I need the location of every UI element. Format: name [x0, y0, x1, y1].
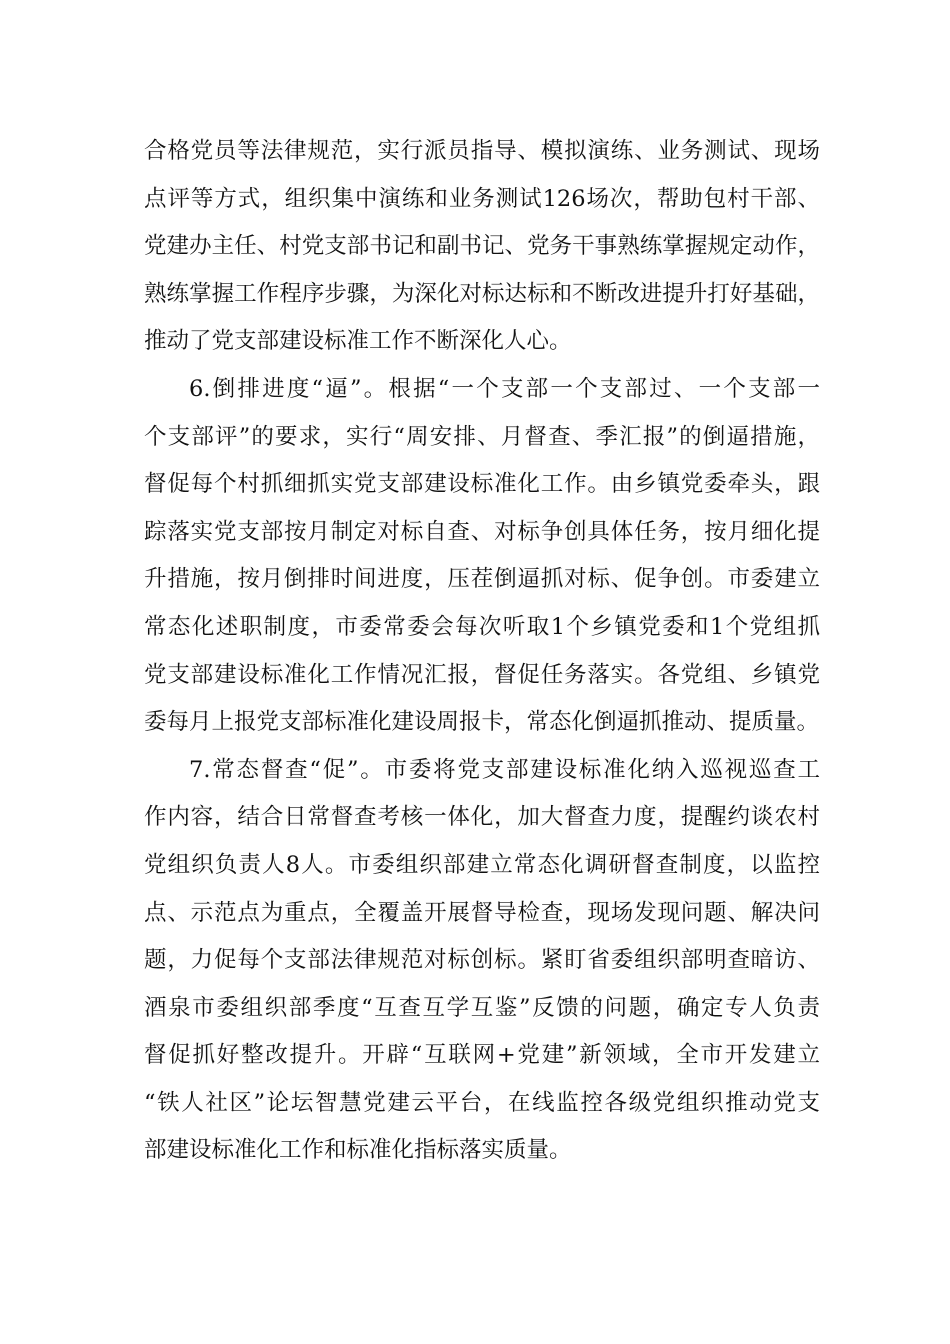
text-line: 推动了党支部建设标准工作不断深化人心。: [144, 328, 572, 355]
text-line: 督促每个村抓细抓实党支部建设标准化工作。由乡镇党委牵头，跟: [144, 471, 820, 498]
text-line: 合格党员等法律规范，实行派员指导、模拟演练、业务测试、现场: [144, 138, 820, 164]
text-line: 熟练掌握工作程序步骤，为深化对标达标和不断改进提升打好基础，: [144, 280, 820, 307]
text-line: 酒泉市委组织部季度“互查互学互鉴”反馈的问题，确定专人负责: [144, 994, 820, 1021]
text-line: 党组织负责人8人。市委组织部建立常态化调研督查制度，以监控: [144, 851, 820, 878]
text-line: “铁人社区”论坛智慧党建云平台，在线监控各级党组织推动党支: [144, 1089, 820, 1116]
text-line: 个支部评”的要求，实行“周安排、月督查、季汇报”的倒逼措施，: [144, 423, 820, 450]
paragraph-1: [144, 128, 820, 366]
text-line: 题，力促每个支部法律规范对标创标。紧盯省委组织部明查暗访、: [144, 947, 820, 974]
text-line: 点评等方式，组织集中演练和业务测试126场次，帮助包村干部、: [144, 185, 820, 212]
text-line: 7.常态督查“促”。市委将党支部建设标准化纳入巡视巡查工: [189, 756, 820, 783]
text-line: 升措施，按月倒排时间进度，压茬倒逼抓对标、促争创。市委建立: [144, 566, 820, 593]
text-line: 踪落实党支部按月制定对标自查、对标争创具体任务，按月细化提: [144, 518, 820, 545]
text-line: 常态化述职制度，市委常委会每次听取1个乡镇党委和1个党组抓: [144, 613, 820, 640]
text-line: 委每月上报党支部标准化建设周报卡，常态化倒逼抓推动、提质量。: [144, 709, 820, 736]
text-line: 党支部建设标准化工作情况汇报，督促任务落实。各党组、乡镇党: [144, 661, 820, 688]
text-line: 点、示范点为重点，全覆盖开展督导检查，现场发现问题、解决问: [144, 899, 820, 926]
text-line: 督促抓好整改提升。开辟“互联网+党建”新领域，全市开发建立: [144, 1042, 820, 1069]
text-line: 党建办主任、村党支部书记和副书记、党务干事熟练掌握规定动作，: [144, 233, 820, 260]
paragraph-2: [144, 366, 820, 747]
text-line: 作内容，结合日常督查考核一体化，加大督查力度，提醒约谈农村: [144, 804, 820, 831]
paragraph-3: [144, 747, 820, 1175]
document-body: [144, 128, 820, 1175]
text-line: 部建设标准化工作和标准化指标落实质量。: [144, 1137, 572, 1164]
text-line: 6.倒排进度“逼”。根据“一个支部一个支部过、一个支部一: [189, 375, 820, 402]
